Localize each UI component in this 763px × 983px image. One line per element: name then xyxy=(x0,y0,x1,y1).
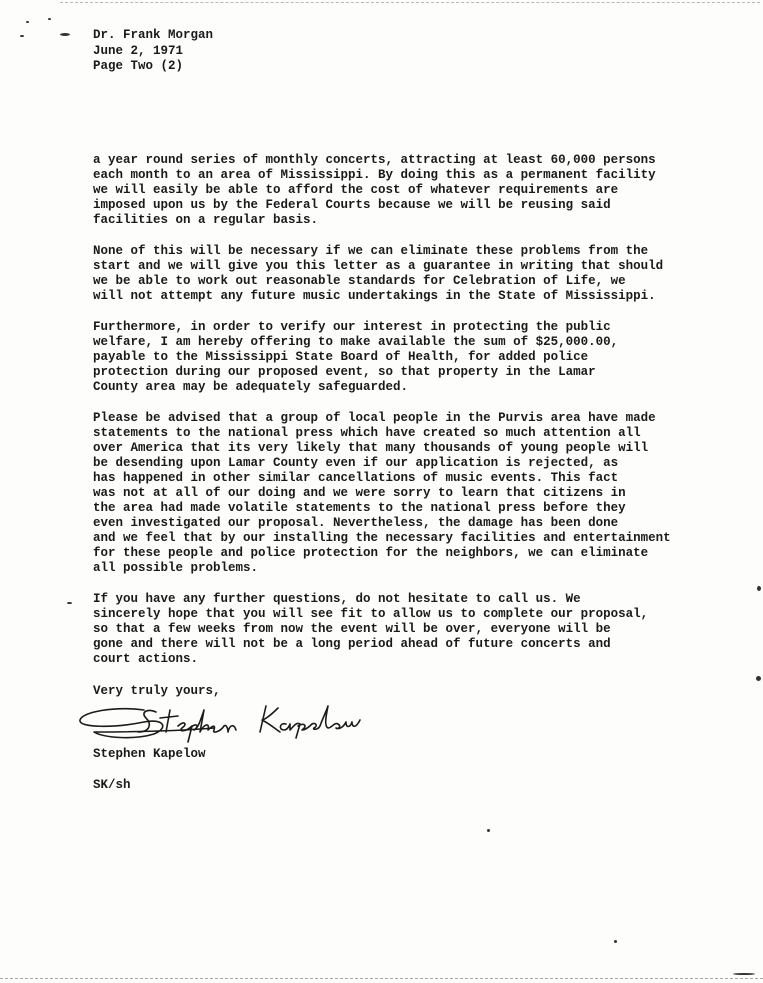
text-line: court actions. xyxy=(93,652,199,666)
typist-initials: SK/sh xyxy=(93,778,131,792)
page-number: Page Two (2) xyxy=(93,59,184,73)
scan-speck xyxy=(757,586,761,591)
scan-speck xyxy=(48,18,51,20)
text-line: we will easily be able to afford the cost of whatever requirements are xyxy=(93,183,619,197)
text-line: be desending upon Lamar County even if our application is rejected, as xyxy=(93,456,619,470)
text-line: we be able to work out reasonable standards for Celebration of Life, we xyxy=(93,274,626,288)
text-line: each month to an area of Mississippi. By doing this as a permanent facility xyxy=(93,168,656,182)
text-line: Furthermore, in order to verify our interest in protecting the public xyxy=(93,320,611,334)
text-line: a year round series of monthly concerts, attracting at least 60,000 persons xyxy=(93,153,656,167)
scan-speck xyxy=(487,829,490,832)
text-line: statements to the national press which have created so much attention all xyxy=(93,426,641,440)
text-line: gone and there will not be a long period ahead of future concerts and xyxy=(93,637,611,651)
text-line: over America that its very likely that many thousands of young people will xyxy=(93,441,649,455)
paragraph xyxy=(93,153,693,228)
text-line: sincerely hope that you will see fit to allow us to complete our proposal, xyxy=(93,607,649,621)
text-line: has happened in other similar cancellations of music events. This fact xyxy=(93,471,619,485)
complimentary-close: Very truly yours, xyxy=(93,684,221,698)
text-line: None of this will be necessary if we can eliminate these problems from the xyxy=(93,244,649,258)
scan-speck xyxy=(614,940,617,943)
scan-speck xyxy=(60,33,70,36)
text-line: welfare, I am hereby offering to make available the sum of $25,000.00, xyxy=(93,335,619,349)
bottom-edge-rule xyxy=(0,978,763,979)
text-line: start and we will give you this letter as a guarantee in writing that should xyxy=(93,259,664,273)
signer-name: Stephen Kapelow xyxy=(93,747,206,761)
letter-header xyxy=(93,28,213,75)
scan-speck xyxy=(756,676,761,681)
text-line: the area had made volatile statements to the national press before they xyxy=(93,501,626,515)
handwritten-signature-icon xyxy=(74,698,364,746)
text-line: even investigated our proposal. Nevertheless, the damage has been done xyxy=(93,516,619,530)
paragraph xyxy=(93,320,693,395)
scan-speck xyxy=(733,973,755,975)
text-line: imposed upon us by the Federal Courts because we will be reusing said xyxy=(93,198,611,212)
text-line: If you have any further questions, do not hesitate to call us. We xyxy=(93,592,581,606)
text-line: for these people and police protection for the neighbors, we can eliminate xyxy=(93,546,649,560)
text-line: protection during our proposed event, so that property in the Lamar xyxy=(93,365,596,379)
text-line: will not attempt any future music undertakings in the State of Mississippi. xyxy=(93,289,656,303)
scan-speck xyxy=(26,21,29,23)
scan-speck xyxy=(20,35,24,37)
text-line: all possible problems. xyxy=(93,561,259,575)
text-line: was not at all of our doing and we were sorry to learn that citizens in xyxy=(93,486,626,500)
paragraph xyxy=(93,411,693,576)
paragraph xyxy=(93,244,693,304)
letter-date: June 2, 1971 xyxy=(93,43,184,58)
scan-speck xyxy=(67,602,72,604)
text-line: facilities on a regular basis. xyxy=(93,213,319,227)
text-line: and we feel that by our installing the necessary facilities and entertainment xyxy=(93,531,671,545)
text-line: County area may be adequately safeguarded. xyxy=(93,380,409,394)
recipient-name: Dr. Frank Morgan xyxy=(93,28,214,42)
top-edge-rule xyxy=(60,2,760,3)
paragraph xyxy=(93,592,693,667)
text-line: payable to the Mississippi State Board of Health, for added police xyxy=(93,350,589,364)
text-line: so that a few weeks from now the event will be over, everyone will be xyxy=(93,622,611,636)
text-line: Please be advised that a group of local people in the Purvis area have made xyxy=(93,411,656,425)
letter-body xyxy=(93,153,693,683)
